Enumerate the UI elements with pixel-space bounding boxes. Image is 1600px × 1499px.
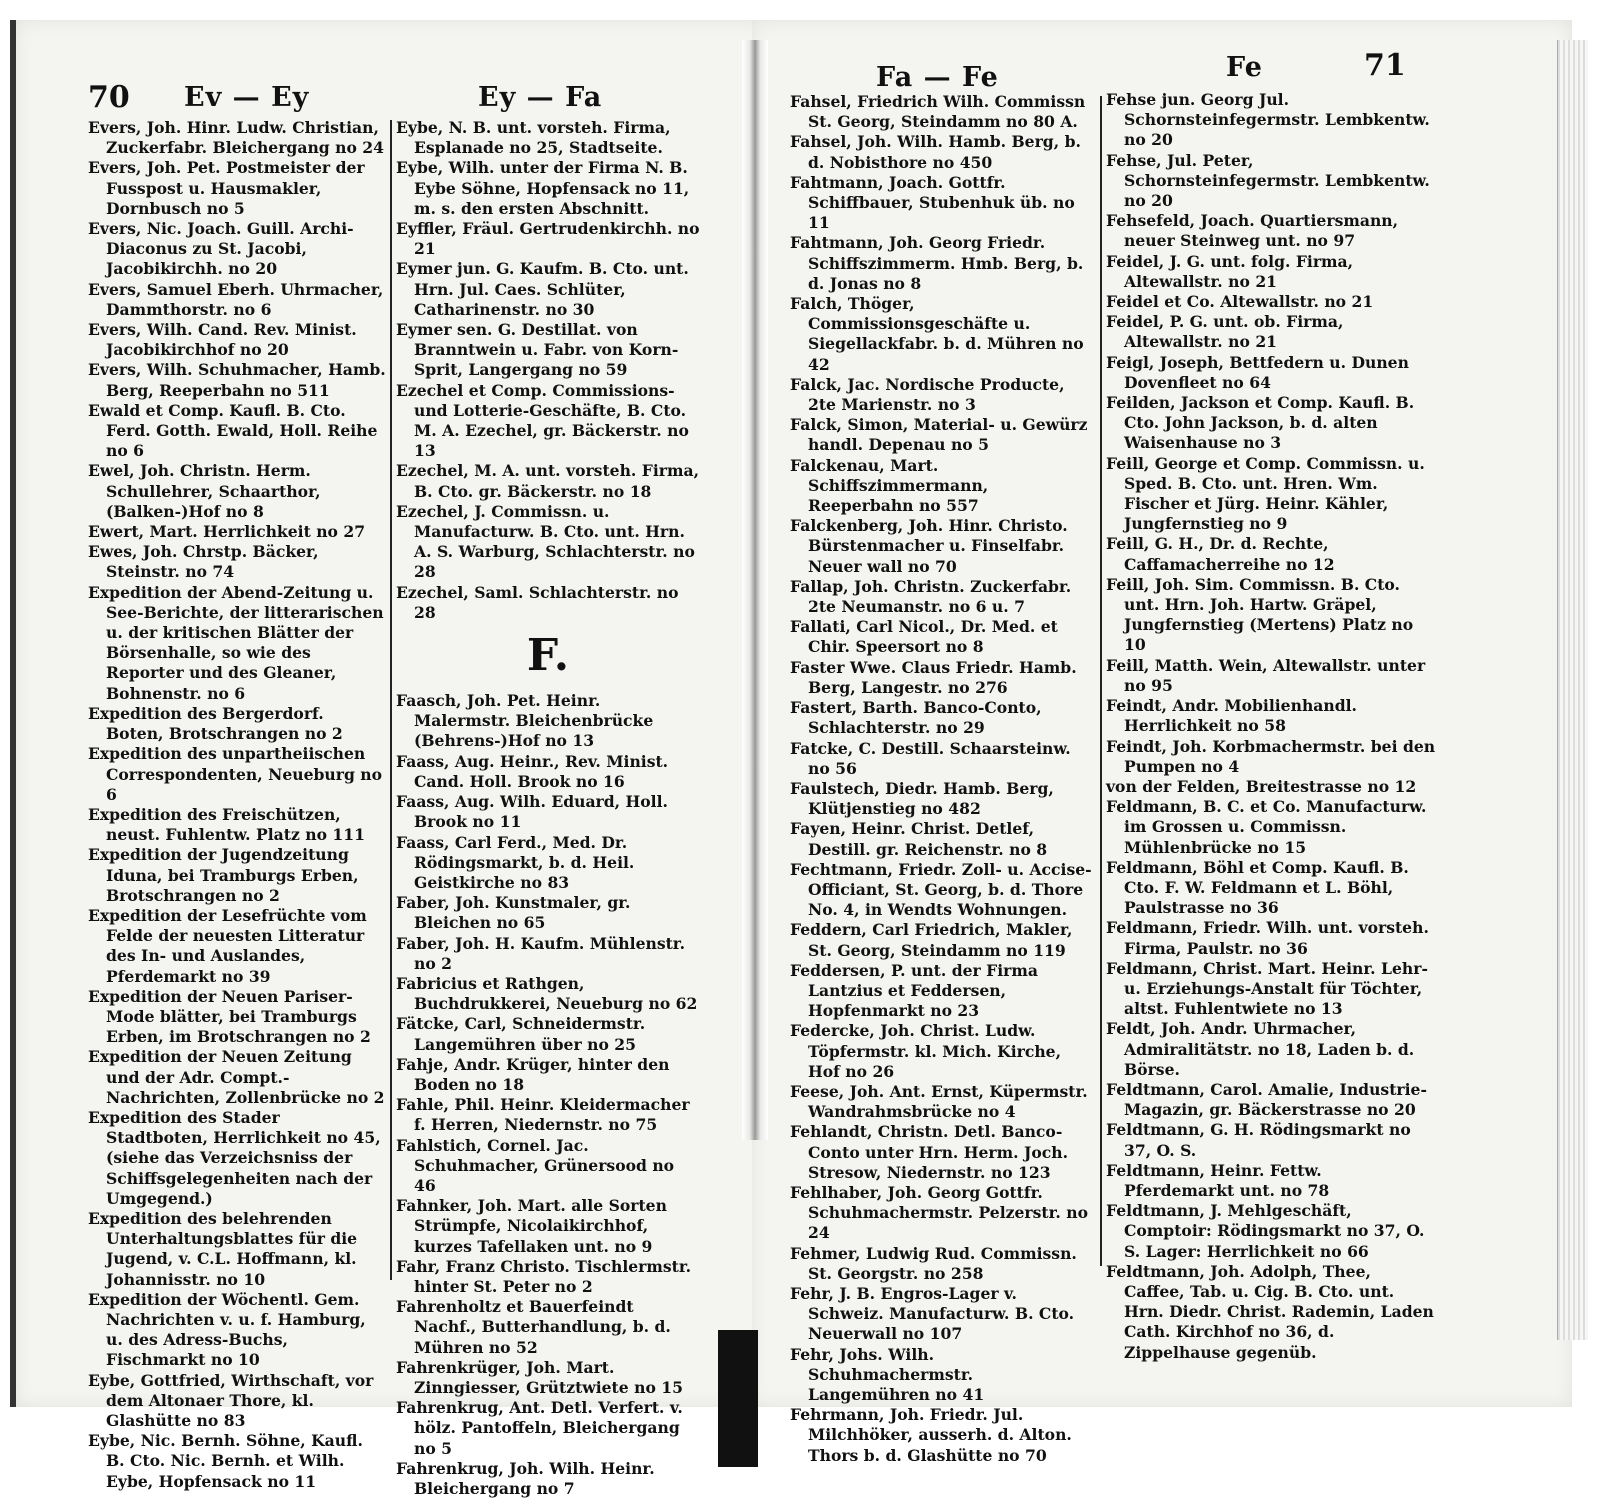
directory-entry: Fahtmann, Joh. Georg Friedr. Schiffszimmerm. Hmb. Berg, b. d. Jonas no 8	[790, 233, 1084, 293]
directory-entry: Feldmann, B. C. et Co. Manufacturw. im Grossen u. Commissn. Mühlenbrücke no 15	[1106, 797, 1427, 857]
directory-entry: Fahsel, Joh. Wilh. Hamb. Berg, b. d. Nobisthore no 450	[790, 132, 1081, 172]
directory-entry: Falckenberg, Joh. Hinr. Christo. Bürstenmacher u. Finselfabr. Neuer wall no 70	[790, 516, 1068, 576]
directory-entry: Expedition der Abend-Zeitung u. See-Berichte, der litterarischen u. der kritischen Blätter der Börsenhalle, so wie des Reporter und des Gleaner, Bohnenstr. no 6	[88, 582, 384, 703]
directory-entry: Expedition der Wöchentl. Gem. Nachrichten v. u. f. Hamburg, u. des Adress-Buchs, Fischmarkt no 10	[88, 1289, 366, 1370]
directory-entry: Fahtmann, Joach. Gottfr. Schiffbauer, Stubenhuk üb. no 11	[790, 172, 1075, 233]
directory-entry: Eybe, N. B. unt. vorsteh. Firma, Esplanade no 25, Stadtseite.	[396, 118, 671, 158]
directory-entry: Eybe, Nic. Bernh. Söhne, Kaufl. B. Cto. Nic. Bernh. et Wilh. Eybe, Hopfensack no 11	[88, 1431, 363, 1491]
directory-entry: Eymer jun. G. Kaufm. B. Cto. unt. Hrn. Jul. Caes. Schlüter, Catharinenstr. no 30	[396, 259, 689, 319]
directory-entry: Faasch, Joh. Pet. Heinr. Malermstr. Bleichenbrücke (Behrens-)Hof no 13	[396, 691, 654, 751]
page-edges	[1557, 40, 1588, 1340]
directory-entry: Expedition der Neuen Pariser-Mode blätter, bei Tramburgs Erben, im Brotschrangen no 2	[88, 986, 371, 1047]
directory-entry: Fehmer, Ludwig Rud. Commissn. St. Georgstr. no 258	[790, 1243, 1077, 1283]
directory-entry: Fahrenkrug, Ant. Detl. Verfert. v. hölz. Pantoffeln, Bleichergang no 5	[396, 1398, 683, 1458]
left-page-column-2	[396, 118, 700, 1499]
directory-entry: Ezechel, M. A. unt. vorsteh. Firma, B. Cto. gr. Bäckerstr. no 18	[396, 461, 700, 501]
directory-entry: Faulstech, Diedr. Hamb. Berg, Klütjenstieg no 482	[790, 778, 1054, 819]
directory-entry: Feidel, P. G. unt. ob. Firma, Altewallstr. no 21	[1106, 312, 1344, 352]
right-column-rule	[1100, 96, 1102, 1266]
directory-entry: Feldtmann, G. H. Rödingsmarkt no 37, O. S.	[1106, 1120, 1411, 1160]
directory-entry: Faass, Aug. Heinr., Rev. Minist. Cand. Holl. Brook no 16	[396, 751, 669, 791]
directory-entry: Ewert, Mart. Herrlichkeit no 27	[88, 522, 366, 542]
directory-entry: Feindt, Andr. Mobilienhandl. Herrlichkeit no 58	[1106, 696, 1357, 736]
directory-entry: Fahrenkrug, Joh. Wilh. Heinr. Bleichergang no 7	[396, 1458, 655, 1498]
right-running-head-1: Fa — Fe	[876, 62, 999, 93]
directory-entry: Feidel et Co. Altewallstr. no 21	[1106, 292, 1374, 312]
left-running-head-1: Ev — Ey	[184, 82, 310, 113]
directory-entry: Fehr, J. B. Engros-Lager v. Schweiz. Manufacturw. B. Cto. Neuerwall no 107	[790, 1283, 1075, 1344]
directory-entry: Fätcke, Carl, Schneidermstr. Langemühren über no 25	[396, 1014, 646, 1054]
section-letter-heading: F.	[526, 630, 570, 682]
directory-entry: Feldmann, Christ. Mart. Heinr. Lehr- u. Erziehungs-Anstalt für Töchter, altst. Fuhlentwiete no 13	[1106, 958, 1428, 1019]
right-page-number: 71	[1364, 48, 1406, 83]
column-2-entries-e	[396, 118, 700, 623]
directory-entry: Feldt, Joh. Andr. Uhrmacher, Admiralitätstr. no 18, Laden b. d. Börse.	[1106, 1019, 1415, 1079]
directory-entry: Feigl, Joseph, Bettfedern u. Dunen Dovenfleet no 64	[1106, 352, 1409, 392]
directory-entry: Fehr, Johs. Wilh. Schuhmachermstr. Langemühren no 41	[790, 1344, 985, 1404]
directory-entry: Faster Wwe. Claus Friedr. Hamb. Berg, Langestr. no 276	[790, 657, 1077, 697]
directory-entry: Fahrenkrüger, Joh. Mart. Zinngiesser, Grütztwiete no 15	[396, 1357, 683, 1397]
directory-entry: Feill, G. H., Dr. d. Rechte, Caffamacherreihe no 12	[1106, 534, 1335, 574]
directory-entry: Feddern, Carl Friedrich, Makler, St. Georg, Steindamm no 119	[790, 920, 1073, 960]
directory-entry: Expedition der Jugendzeitung Iduna, bei Tramburgs Erben, Brotschrangen no 2	[88, 845, 359, 905]
directory-entry: Evers, Joh. Hinr. Ludw. Christian, Zuckerfabr. Bleichergang no 24	[88, 118, 384, 158]
directory-entry: Feldtmann, J. Mehlgeschäft, Comptoir: Rödingsmarkt no 37, O. S. Lager: Herrlichkeit no 66	[1106, 1201, 1425, 1261]
directory-entry: Fallati, Carl Nicol., Dr. Med. et Chir. Speersort no 8	[790, 617, 1058, 657]
directory-entry: Expedition der Neuen Zeitung und der Adr. Compt.-Nachrichten, Zollenbrücke no 2	[88, 1047, 385, 1107]
directory-entry: Fahnker, Joh. Mart. alle Sorten Strümpfe, Nicolaikirchhof, kurzes Tafellaken unt. no 9	[396, 1196, 667, 1256]
directory-entry: Evers, Nic. Joach. Guill. Archi-Diaconus zu St. Jacobi, Jacobikirchh. no 20	[88, 219, 354, 279]
directory-entry: Feill, Matth. Wein, Altewallstr. unter no 95	[1106, 655, 1426, 695]
directory-entry: Expedition des Freischützen, neust. Fuhlentw. Platz no 111	[88, 804, 365, 845]
directory-entry: Expedition des Bergerdorf. Boten, Brotschrangen no 2	[88, 703, 343, 744]
directory-entry: Fehlandt, Christn. Detl. Banco-Conto unter Hrn. Herm. Joch. Stresow, Niedernstr. no 123	[790, 1122, 1069, 1182]
directory-entry: Ewel, Joh. Christn. Herm. Schullehrer, Schaarthor, (Balken-)Hof no 8	[88, 461, 321, 521]
directory-entry: Feilden, Jackson et Comp. Kaufl. B. Cto. John Jackson, b. d. alten Waisenhause no 3	[1106, 393, 1415, 453]
directory-entry: Evers, Samuel Eberh. Uhrmacher, Dammthorstr. no 6	[88, 279, 384, 319]
directory-entry: Fehlhaber, Joh. Georg Gottfr. Schuhmachermstr. Pelzerstr. no 24	[790, 1182, 1088, 1243]
directory-entry: Falckenau, Mart. Schiffszimmermann, Reeperbahn no 557	[790, 455, 989, 516]
directory-entry: Evers, Joh. Pet. Postmeister der Fusspost u. Hausmakler, Dornbusch no 5	[88, 158, 365, 218]
directory-entry: Expedition des belehrenden Unterhaltungsblattes für die Jugend, v. C.L. Hoffmann, kl. Johannisstr. no 10	[88, 1208, 358, 1289]
directory-entry: Fatcke, C. Destill. Schaarsteinw. no 56	[790, 738, 1071, 778]
directory-entry: Ezechel, Saml. Schlachterstr. no 28	[396, 582, 679, 622]
right-page-column-1	[790, 92, 1096, 1466]
directory-entry: Falch, Thöger, Commissionsgeschäfte u. Siegellackfabr. b. d. Mühren no 42	[790, 294, 1084, 374]
directory-entry: Ezechel et Comp. Commissions- und Lotterie-Geschäfte, B. Cto. M. A. Ezechel, gr. Bäckerstr. no 13	[396, 380, 689, 461]
directory-entry: Feidel, J. G. unt. folg. Firma, Altewallstr. no 21	[1106, 251, 1354, 291]
directory-entry: Evers, Wilh. Schuhmacher, Hamb. Berg, Reeperbahn no 511	[88, 360, 386, 400]
directory-entry: Fahle, Phil. Heinr. Kleidermacher f. Herren, Niedernstr. no 75	[396, 1095, 690, 1135]
directory-entry: Fahr, Franz Christo. Tischlermstr. hinter St. Peter no 2	[396, 1256, 692, 1296]
directory-entry: von der Felden, Breitestrasse no 12	[1106, 776, 1417, 796]
directory-entry: Feldtmann, Heinr. Fettw. Pferdemarkt unt. no 78	[1106, 1160, 1330, 1200]
directory-entry: Faber, Joh. H. Kaufm. Mühlenstr. no 2	[396, 933, 686, 973]
directory-entry: Fahlstich, Cornel. Jac. Schuhmacher, Grünersood no 46	[396, 1135, 675, 1195]
directory-entry: Fabricius et Rathgen, Buchdrukkerei, Neueburg no 62	[396, 973, 698, 1014]
directory-entry: Feese, Joh. Ant. Ernst, Küpermstr. Wandrahmsbrücke no 4	[790, 1081, 1088, 1122]
directory-entry: Ezechel, J. Commissn. u. Manufacturw. B. Cto. unt. Hrn. A. S. Warburg, Schlachterstr. no 28	[396, 501, 695, 582]
directory-entry: Fehrmann, Joh. Friedr. Jul. Milchhöker, ausserh. d. Alton. Thors b. d. Glashütte no 70	[790, 1405, 1072, 1465]
directory-entry: Fahje, Andr. Krüger, hinter den Boden no 18	[396, 1054, 670, 1094]
directory-entry: Expedition des unpartheiischen Correspondenten, Neueburg no 6	[88, 744, 383, 804]
directory-entry: Feldmann, Böhl et Comp. Kaufl. B. Cto. F. W. Feldmann et L. Böhl, Paulstrasse no 36	[1106, 857, 1409, 918]
directory-entry: Expedition der Lesefrüchte vom Felde der neuesten Litteratur des In- und Auslandes, Pferdemarkt no 39	[88, 905, 367, 986]
directory-entry: Fehse jun. Georg Jul. Schornsteinfegermstr. Lembkentw. no 20	[1106, 90, 1430, 150]
left-running-head-2: Ey — Fa	[478, 82, 603, 113]
directory-entry: Fayen, Heinr. Christ. Detlef, Destill. gr. Reichenstr. no 8	[790, 819, 1048, 859]
directory-entry: Feldmann, Friedr. Wilh. unt. vorsteh. Firma, Paulstr. no 36	[1106, 918, 1429, 958]
directory-entry: Fallap, Joh. Christn. Zuckerfabr. 2te Neumanstr. no 6 u. 7	[790, 576, 1072, 617]
directory-entry: Eybe, Gottfried, Wirthschaft, vor dem Altonaer Thore, kl. Glashütte no 83	[88, 1370, 374, 1430]
directory-entry: Feldtmann, Carol. Amalie, Industrie-Magazin, gr. Bäckerstrasse no 20	[1106, 1079, 1427, 1120]
right-running-head-2: Fe	[1226, 52, 1263, 83]
column-2-entries-f	[396, 691, 700, 1499]
directory-entry: Eymer sen. G. Destillat. von Branntwein u. Fabr. von Korn-Sprit, Langergang no 59	[396, 320, 679, 380]
directory-entry: Evers, Wilh. Cand. Rev. Minist. Jacobikirchhof no 20	[88, 320, 357, 360]
directory-entry: Feill, George et Comp. Commissn. u. Sped. B. Cto. unt. Hren. Wm. Fischer et Jürg. Heinr. Kähler, Jungfernstieg no 9	[1106, 453, 1425, 534]
directory-entry: Fahsel, Friedrich Wilh. Commissn St. Georg, Steindamm no 80 A.	[790, 92, 1086, 132]
directory-entry: Faber, Joh. Kunstmaler, gr. Bleichen no 65	[396, 893, 631, 933]
directory-entry: Faass, Aug. Wilh. Eduard, Holl. Brook no 11	[396, 792, 668, 832]
directory-entry: Falck, Jac. Nordische Producte, 2te Marienstr. no 3	[790, 374, 1065, 415]
directory-entry: Eyffler, Fräul. Gertrudenkirchh. no 21	[396, 219, 700, 259]
directory-entry: Fechtmann, Friedr. Zoll- u. Accise-Officiant, St. Georg, b. d. Thore No. 4, in Wendts Wohnungen.	[790, 859, 1092, 920]
book-gutter	[742, 40, 768, 1140]
left-page-number: 70	[88, 80, 130, 115]
directory-entry: Fehsefeld, Joach. Quartiersmann, neuer Steinweg unt. no 97	[1106, 211, 1399, 251]
directory-entry: Feindt, Joh. Korbmachermstr. bei den Pumpen no 4	[1106, 736, 1436, 776]
directory-entry: Fastert, Barth. Banco-Conto, Schlachterstr. no 29	[790, 698, 1042, 738]
directory-entry: Faass, Carl Ferd., Med. Dr. Rödingsmarkt, b. d. Heil. Geistkirche no 83	[396, 832, 635, 892]
directory-entry: Fahrenholtz et Bauerfeindt Nachf., Butterhandlung, b. d. Mühren no 52	[396, 1297, 671, 1357]
directory-entry: Eybe, Wilh. unter der Firma N. B. Eybe Söhne, Hopfensack no 11, m. s. den ersten Abschnitt.	[396, 158, 690, 218]
directory-entry: Feill, Joh. Sim. Commissn. B. Cto. unt. Hrn. Joh. Hartw. Gräpel, Jungfernstieg (Mertens) Platz no 10	[1106, 574, 1414, 655]
directory-entry: Fehse, Jul. Peter, Schornsteinfegermstr. Lembkentw. no 20	[1106, 150, 1430, 211]
directory-entry: Feddersen, P. unt. der Firma Lantzius et Feddersen, Hopfenmarkt no 23	[790, 960, 1038, 1021]
left-column-rule	[390, 120, 392, 1280]
directory-entry: Ewes, Joh. Chrstp. Bäcker, Steinstr. no 74	[88, 542, 319, 582]
directory-entry: Expedition des Stader Stadtboten, Herrlichkeit no 45, (siehe das Verzeichsniss der Schiffsgelegenheiten nach der Umgegend.)	[88, 1107, 381, 1208]
binding-strip	[718, 1330, 758, 1467]
directory-entry: Ewald et Comp. Kaufl. B. Cto. Ferd. Gotth. Ewald, Holl. Reihe no 6	[88, 400, 378, 461]
right-page-column-2	[1106, 90, 1436, 1363]
directory-entry: Feldtmann, Joh. Adolph, Thee, Caffee, Tab. u. Cig. B. Cto. unt. Hrn. Diedr. Christ. Rademin, Laden Cath. Kirchhof no 36, d. Zippelhause gegenüb.	[1106, 1261, 1434, 1362]
directory-entry: Falck, Simon, Material- u. Gewürz handl. Depenau no 5	[790, 415, 1088, 455]
directory-entry: Federcke, Joh. Christ. Ludw. Töpfermstr. kl. Mich. Kirche, Hof no 26	[790, 1021, 1062, 1081]
left-page-column-1	[88, 118, 386, 1492]
